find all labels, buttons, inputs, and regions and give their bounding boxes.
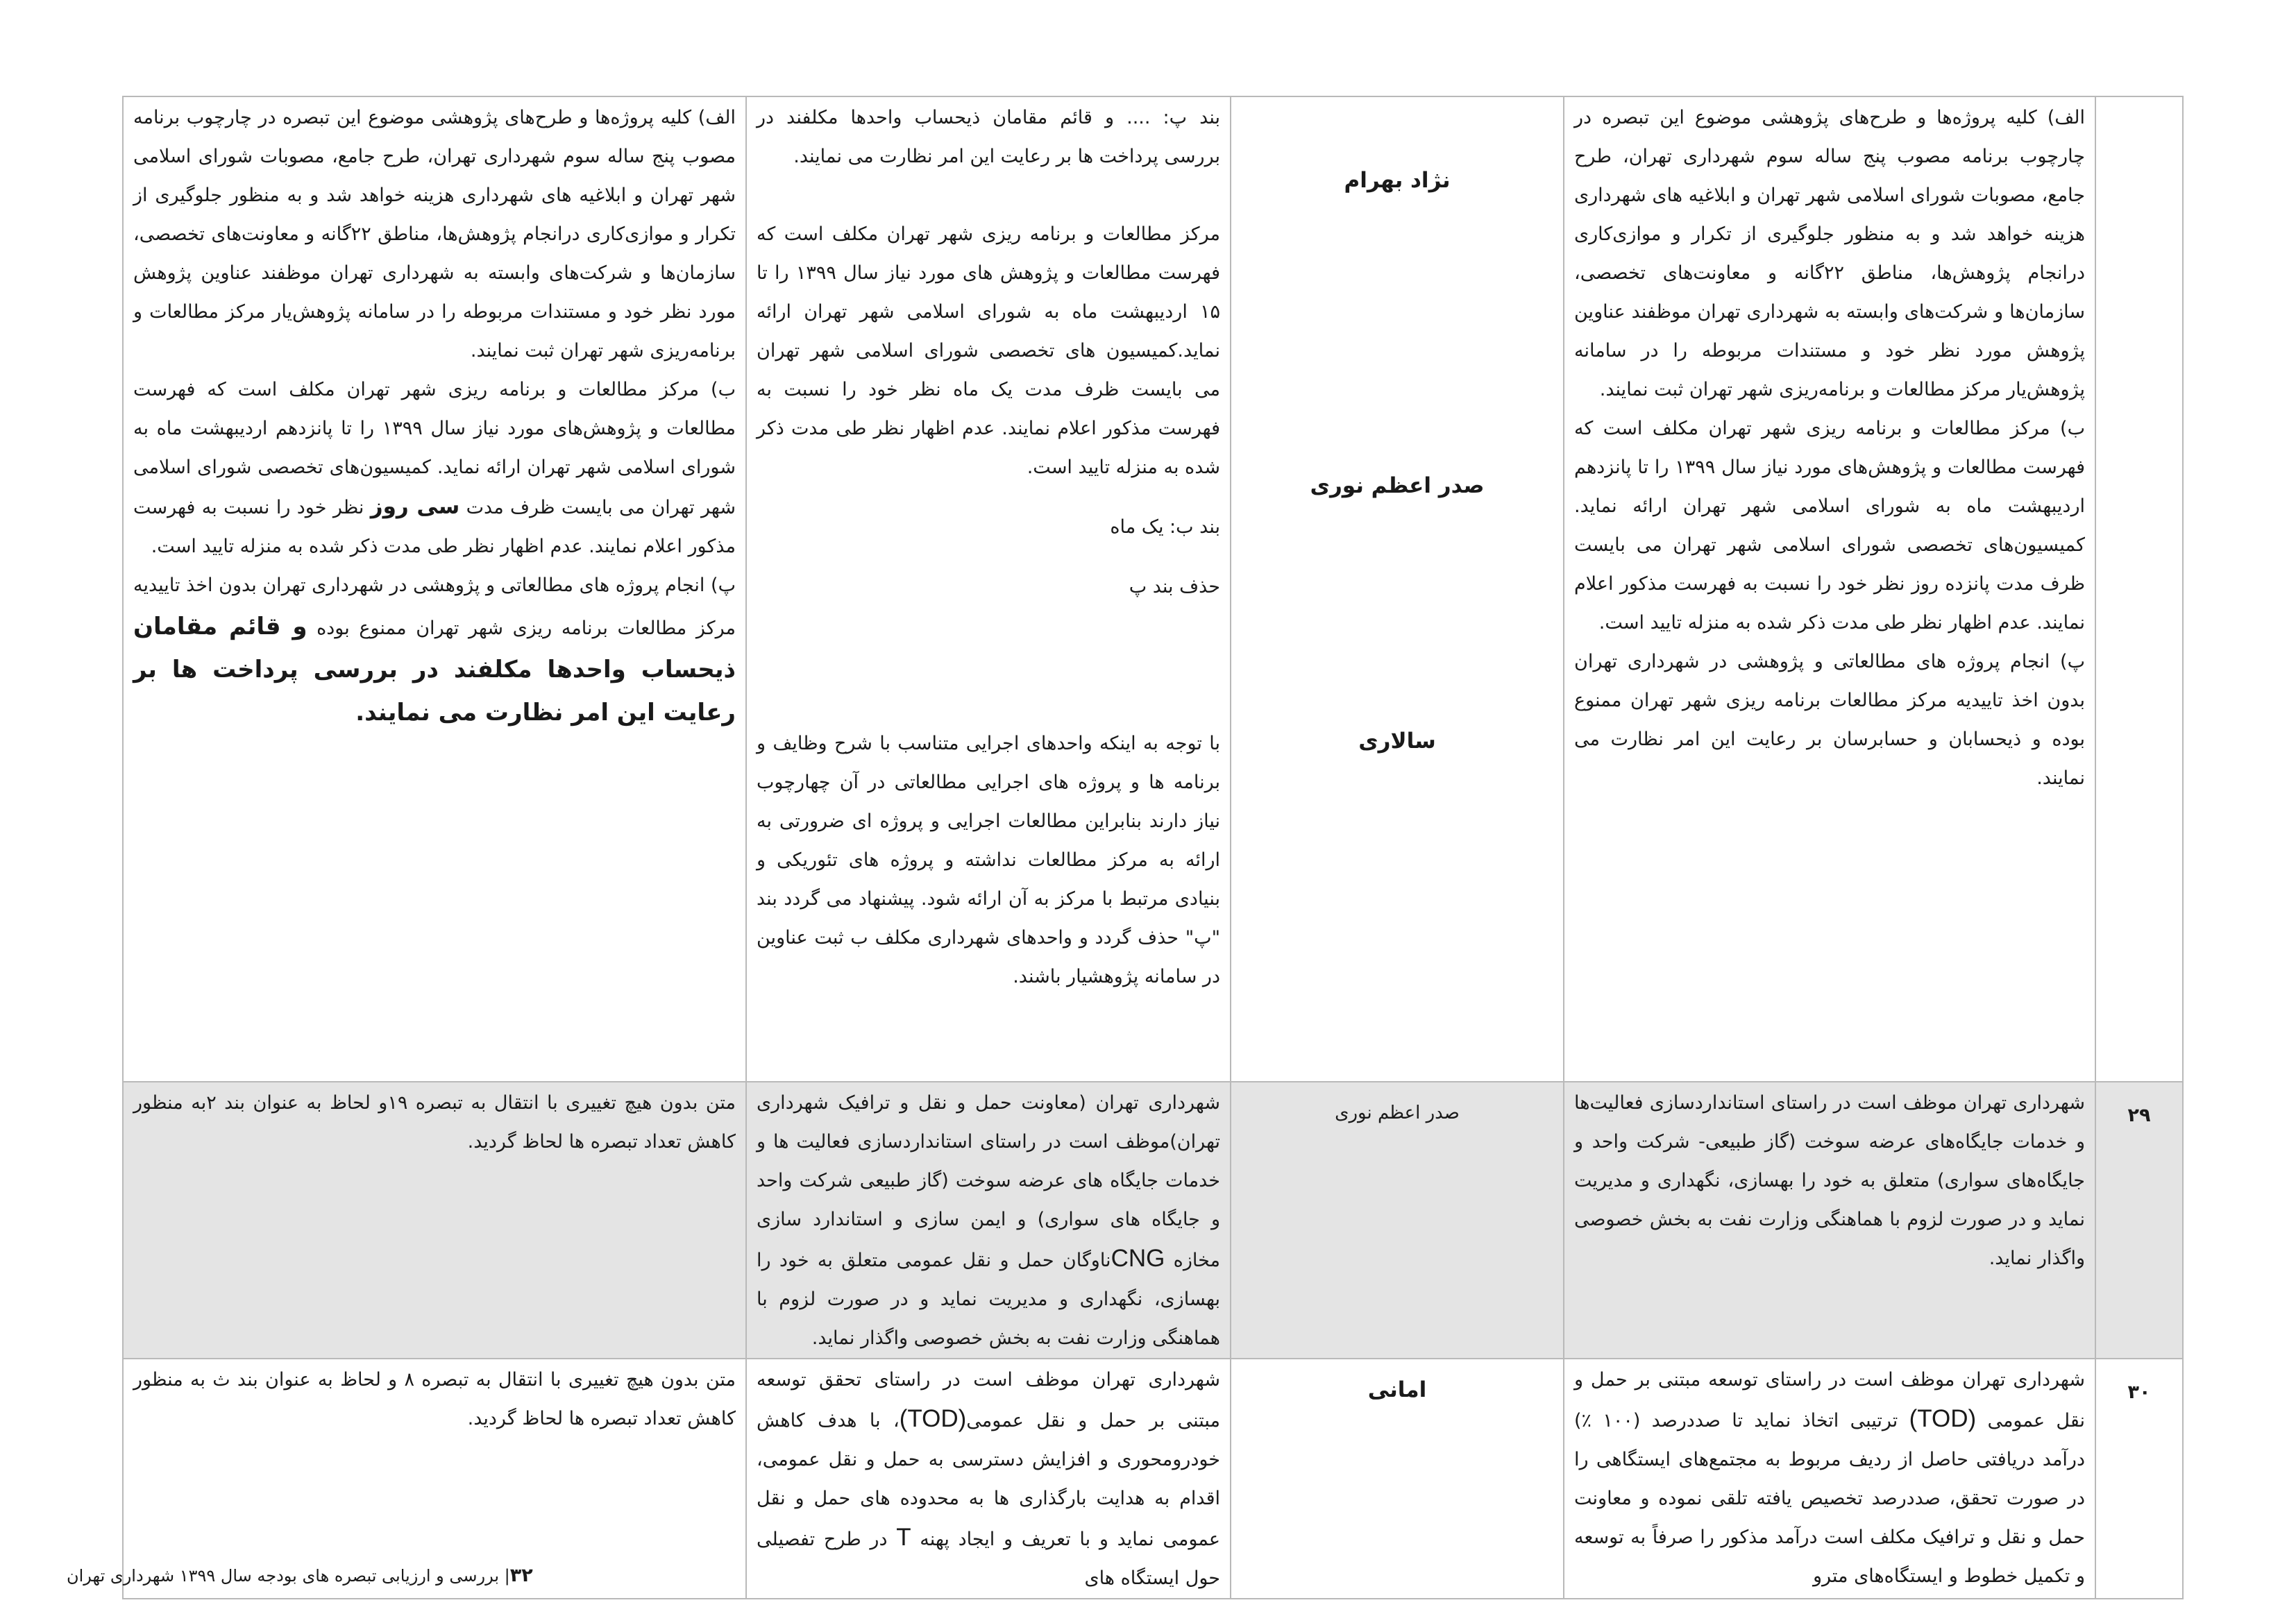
proposer-name: صدر اعظم نوری [1335, 1103, 1460, 1123]
page-number: ۳۲ [509, 1565, 533, 1586]
page-footer [67, 1565, 533, 1586]
proposal-text: بند ب: یک ماه [1110, 516, 1220, 538]
proposer-cell [1231, 1359, 1564, 1599]
proposal-cell: شهرداری تهران (معاونت حمل و نقل و ترافیک شهرداری تهران)موظف است در راستای استانداردسازی فعالیت ها و خدمات جایگاه های عرضه سوخت (گاز طبیعی شرکت واحد و جایگاه های سواری) و ایمن سازی و استاندارد سازی مخازه CNGناوگان حمل و نقل عمومی متعلق به خود را بهسازی، نگهداری و مدیریت نماید و در صورت لزوم با هماهنگی وزارت نفت به بخش خصوصی واگذار نماید. [746, 1082, 1231, 1359]
original-text-cell [1564, 96, 2095, 1082]
original-text-cell: شهرداری تهران موظف است در راستای توسعه مبتنی بر حمل و نقل عمومی (TOD) ترتیبی اتخاذ نماید تا صددرصد (۱۰۰ ٪) درآمد دریافتی حاصل از ردیف مربوط به مجتمع‌های ایستگاهی را در صورت تحقق، صددرصد تخصیص یافته تلقی نموده و معاونت حمل و نقل و ترافیک مکلف است درآمد مذکور را صرفاً به توسعه و تکمیل خطوط و ایستگاه‌های مترو [1564, 1359, 2095, 1599]
row-number-cell: ۳۰ [2095, 1359, 2183, 1599]
final-clause-b: ب) مرکز مطالعات و برنامه ریزی شهر تهران مکلف است که فهرست مطالعات و پژوهش‌های مورد نیاز سال ۱۳۹۹ را تا پانزدهم اردیبهشت ماه به شورای اسلامی شهر تهران ارائه نماید. کمیسیون‌های تخصصی شورای اسلامی شهر تهران می بایست ظرف مدت سی روز نظر خود را نسبت به فهرست مذکور اعلام نمایند. عدم اظهار نظر طی مدت ذکر شده به منزله تایید است. [133, 379, 736, 557]
proposal-text: با توجه به اینکه واحدهای اجرایی متناسب با شرح وظایف و برنامه ها و پروژه های اجرایی مطالعاتی در آن چهارچوب نیاز دارند بنابراین مطالعات اجرایی و پروژه ای ضرورتی به ارائه به مرکز مطالعات نداشته و پروژه های تئوریکی و بنیادی مرتبط با مرکز به آن ارائه شود. پیشنهاد می گردد بند "پ" حذف گردد و واحدهای شهرداری مکلف ب ثبت عناوین در سامانه پژوهشیار باشند. [757, 733, 1220, 987]
original-clause-c: پ) انجام پروژه های مطالعاتی و پژوهشی در شهرداری تهران بدون اخذ تاییدیه مرکز مطالعات برنامه ریزی شهر تهران ممنوع بوده و ذیحسابان و حسابرسان بر رعایت این امر نظارت می نمایند. [1574, 651, 2085, 789]
proposal-text: حذف بند پ [1129, 576, 1220, 597]
table-row [123, 1082, 2183, 1359]
final-text-cell [123, 96, 746, 1082]
row-number-cell: ۲۹ [2095, 1082, 2183, 1359]
final-text-cell: متن بدون هیچ تغییری با انتقال به تبصره ۸ و لحاظ به عنوان بند ث به منظور کاهش تعداد تبصره ها لحاظ گردید. [123, 1359, 746, 1599]
proposer-name: صدر اعظم نوری [1310, 473, 1485, 498]
proposer-cell [1231, 1082, 1564, 1359]
footer-title: بررسی و ارزیابی تبصره های بودجه سال ۱۳۹۹ شهرداری تهران [67, 1566, 500, 1586]
final-text-cell: متن بدون هیچ تغییری با انتقال به تبصره ۱۹و لحاظ به عنوان بند ۲به منظور کاهش تعداد تبصره ها لحاظ گردید. [123, 1082, 746, 1359]
original-text-cell: شهرداری تهران موظف است در راستای استانداردسازی فعالیت‌ها و خدمات جایگاه‌های عرضه سوخت (گاز طبیعی- شرکت واحد و جایگاه‌های سواری) متعلق به خود را بهسازی، نگهداری و مدیریت نماید و در صورت لزوم با هماهنگی وزارت نفت به بخش خصوصی واگذار نماید. [1564, 1082, 2095, 1359]
original-clause-b: ب) مرکز مطالعات و برنامه ریزی شهر تهران مکلف است که فهرست مطالعات و پژوهش‌های مورد نیاز سال ۱۳۹۹ را تا پانزدهم اردیبهشت ماه به شورای اسلامی شهر تهران ارائه نماید. کمیسیون‌های تخصصی شورای اسلامی شهر تهران می بایست ظرف مدت پانزده روز نظر خود را نسبت به فهرست مذکور اعلام نمایند. عدم اظهار نظر طی مدت ذکر شده به منزله تایید است. [1574, 418, 2086, 634]
proposer-name: امانی [1367, 1377, 1427, 1402]
row-number-cell [2095, 96, 2183, 1082]
original-clause-a: الف) کلیه پروژه‌ها و طرح‌های پژوهشی موضوع این تبصره در چارچوب برنامه مصوب پنج ساله سوم شهرداری تهران، طرح جامع، مصوبات شورای اسلامی شهر تهران و ابلاغیه های شهرداری هزینه خواهد شد و به منظور جلوگیری از تکرار و موازی‌کاری درانجام پژوهش‌ها، مناطق ۲۲گانه و معاونت‌های تخصصی، سازمان‌ها و شرکت‌های وابسته به شهرداری تهران موظفند عناوین پژوهش مورد نظر خود و مستندات مربوطه را در سامانه پژوهش‌یار مرکز مطالعات و برنامه‌ریزی شهر تهران ثبت نمایند. [1574, 107, 2085, 400]
proposal-cell: شهرداری تهران موظف است در راستای تحقق توسعه مبتنی بر حمل و نقل عمومی(TOD)، با هدف کاهش خودرومحوری و افزایش دسترسی به حمل و نقل عمومی، اقدام به هدایت بارگذاری ها به محدوده های حمل و نقل عمومی نماید و با تعریف و ایجاد پهنه T در طرح تفصیلی حول ایستگاه های [746, 1359, 1231, 1599]
proposal-text: بند پ: .... و قائم مقامان ذیحساب واحدها مکلفند در بررسی پرداخت ها بر رعایت این امر نظارت می نمایند. [757, 107, 1220, 167]
final-clause-a: الف) کلیه پروژه‌ها و طرح‌های پژوهشی موضوع این تبصره در چارچوب برنامه مصوب پنج ساله سوم شهرداری تهران، طرح جامع، مصوبات شورای اسلامی شهر تهران و ابلاغیه های شهرداری هزینه خواهد شد و به منظور جلوگیری از تکرار و موازی‌کاری درانجام پژوهش‌ها، مناطق ۲۲گانه و معاونت‌های تخصصی، سازمان‌ها و شرکت‌های وابسته به شهرداری تهران موظفند عناوین پژوهش مورد نظر خود و مستندات مربوطه را در سامانه پژوهش‌یار مرکز مطالعات و برنامه‌ریزی شهر تهران ثبت نمایند. [133, 107, 736, 362]
highlighted-change: سی روز [370, 494, 460, 519]
proposal-text: مرکز مطالعات و برنامه ریزی شهر تهران مکلف است که فهرست مطالعات و پژوهش های مورد نیاز سال ۱۳۹۹ را تا ۱۵ اردیبهشت ماه به شورای اسلامی شهر تهران ارائه نماید.کمیسیون های تخصصی شورای اسلامی شهر تهران می بایست ظرف مدت یک ماه نظر خود را نسبت به فهرست مذکور اعلام نمایند. عدم اظهار نظر طی مدت ذکر شده به منزله تایید است. [757, 223, 1220, 478]
comparison-table [122, 96, 2184, 1599]
proposer-name: سالاری [1358, 729, 1436, 754]
highlighted-change: و قائم مقامان ذیحساب واحدها مکلفند در بررسی پرداخت ها بر رعایت این امر نظارت می نمایند. [133, 613, 736, 726]
footer-separator: | [504, 1566, 510, 1586]
table-row [123, 1359, 2183, 1599]
table-row [123, 96, 2183, 1082]
proposer-name: نژاد بهرام [1344, 168, 1451, 193]
proposer-cell [1231, 96, 1564, 1082]
final-clause-c: پ) انجام پروژه های مطالعاتی و پژوهشی در شهرداری تهران بدون اخذ تاییدیه مرکز مطالعات برنامه ریزی شهر تهران ممنوع بوده و قائم مقامان ذیحساب واحدها مکلفند در بررسی پرداخت ها بر رعایت این امر نظارت می نمایند. [133, 575, 736, 726]
proposal-cell [746, 96, 1231, 1082]
